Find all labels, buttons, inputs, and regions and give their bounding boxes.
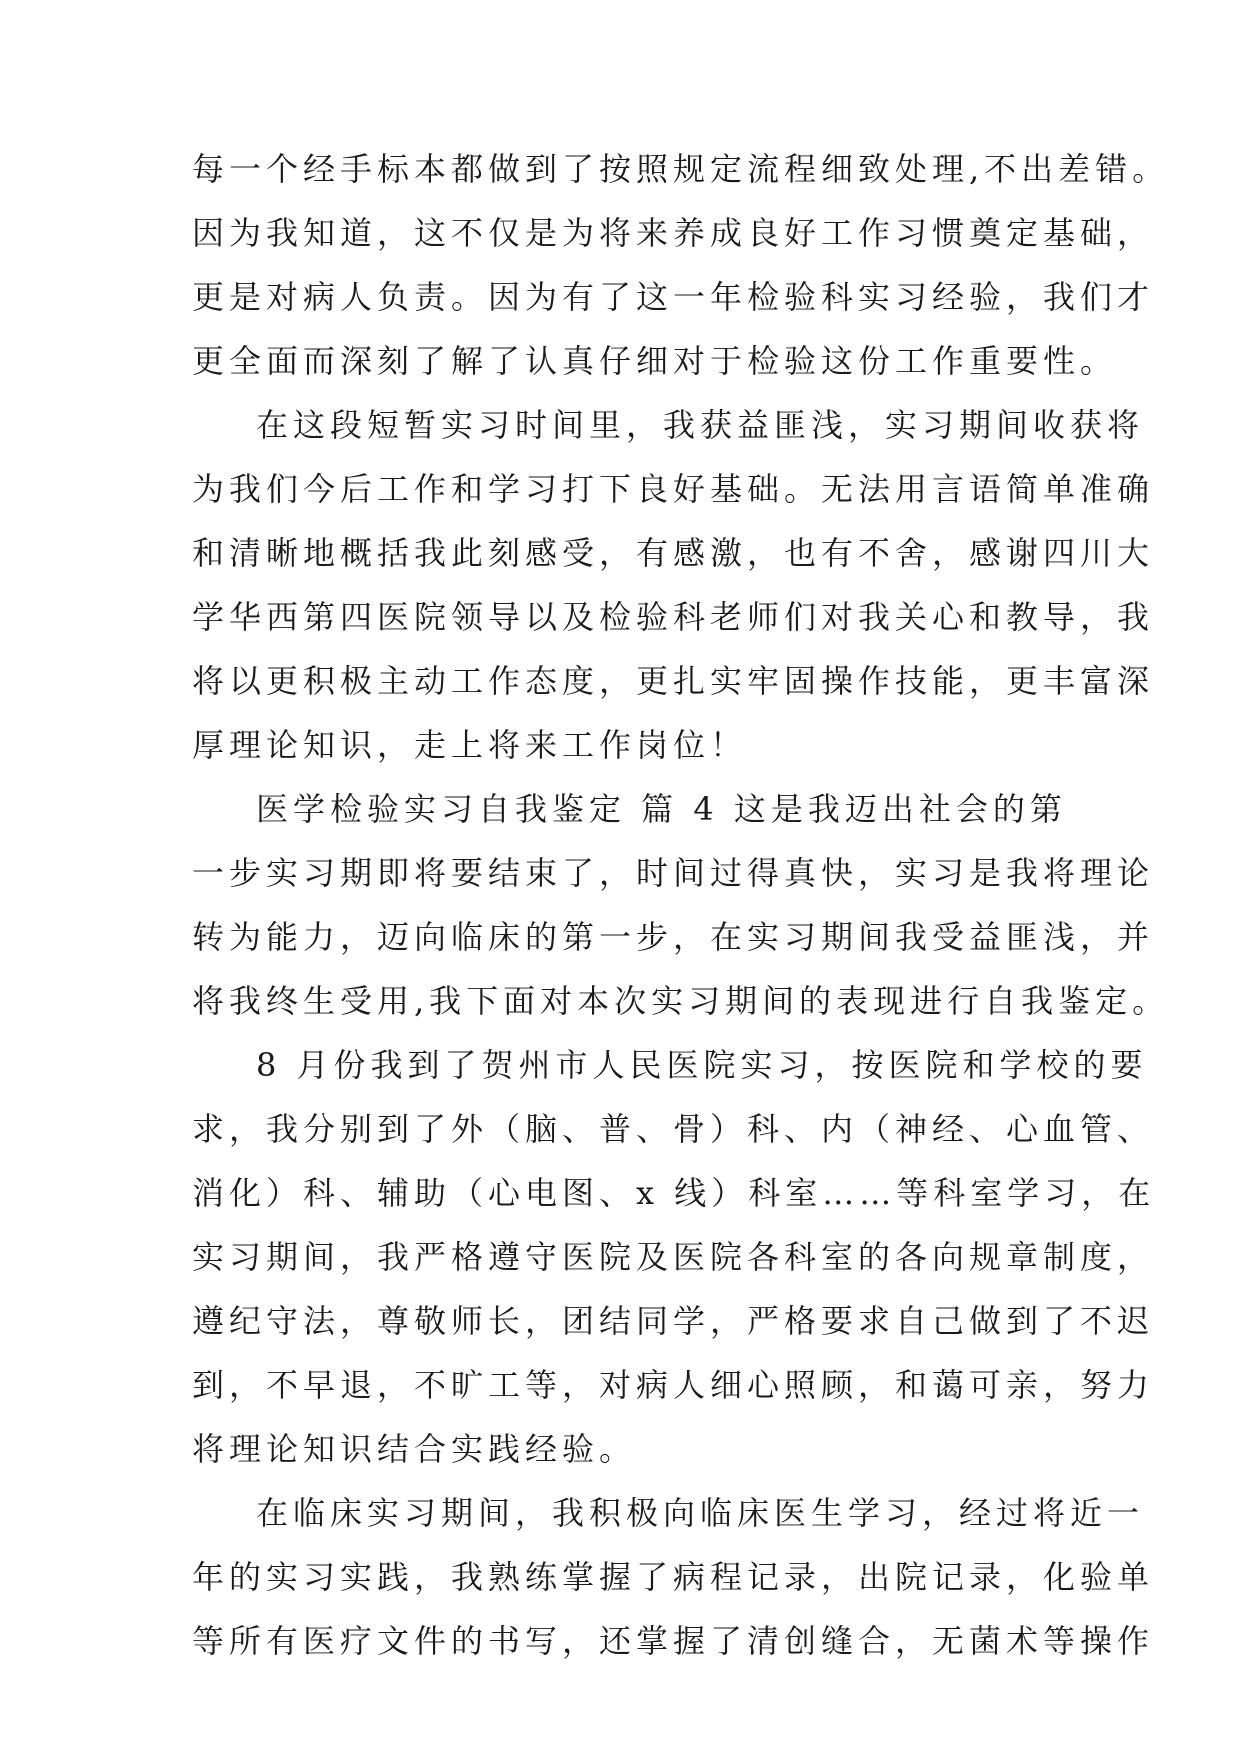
text-line: 学华西第四医院领导以及检验科老师们对我关心和教导，我 — [192, 598, 1155, 636]
text-line: 将我终生受用,我下面对本次实习期间的表现进行自我鉴定。 — [192, 982, 1170, 1020]
text-line: 求，我分别到了外（脑、普、骨）科、内（神经、心血管、 — [192, 1110, 1155, 1148]
text-line: 每一个经手标本都做到了按照规定流程细致处理,不出差错。 — [192, 150, 1170, 188]
text-line: 实习期间，我严格遵守医院及医院各科室的各向规章制度， — [192, 1238, 1155, 1276]
text-line: 消化）科、辅助（心电图、x 线）科室……等科室学习，在 — [192, 1174, 1156, 1212]
text-line: 等所有医疗文件的书写，还掌握了清创缝合，无菌术等操作 — [192, 1622, 1155, 1660]
text-line: 厚理论知识，走上将来工作岗位！ — [192, 726, 748, 764]
text-line: 更是对病人负责。因为有了这一年检验科实习经验，我们才 — [192, 278, 1155, 316]
text-line: 更全面而深刻了解了认真仔细对于检验这份工作重要性。 — [192, 342, 1118, 380]
text-line: 将理论知识结合实践经验。 — [192, 1430, 637, 1468]
text-line: 将以更积极主动工作态度，更扎实牢固操作技能，更丰富深 — [192, 662, 1155, 700]
paragraph-first-line: 在临床实习期间，我积极向临床医生学习，经过将近一 — [256, 1494, 1145, 1532]
text-line: 遵纪守法，尊敬师长，团结同学，严格要求自己做到了不迟 — [192, 1302, 1155, 1340]
text-line: 为我们今后工作和学习打下良好基础。无法用言语简单准确 — [192, 470, 1155, 508]
text-line: 年的实习实践，我熟练掌握了病程记录，出院记录，化验单 — [192, 1558, 1155, 1596]
text-line: 和清晰地概括我此刻感受，有感激，也有不舍，感谢四川大 — [192, 534, 1155, 572]
text-line: 转为能力，迈向临床的第一步，在实习期间我受益匪浅，并 — [192, 918, 1155, 956]
paragraph-first-line: 在这段短暂实习时间里，我获益匪浅，实习期间收获将 — [256, 406, 1145, 444]
text-line: 到，不早退，不旷工等，对病人细心照顾，和蔼可亲，努力 — [192, 1366, 1155, 1404]
text-line: 一步实习期即将要结束了，时间过得真快，实习是我将理论 — [192, 854, 1155, 892]
paragraph-first-line: 8 月份我到了贺州市人民医院实习，按医院和学校的要 — [256, 1046, 1148, 1084]
section-heading-line: 医学检验实习自我鉴定 篇 4 这是我迈出社会的第 — [256, 790, 1067, 828]
text-line: 因为我知道，这不仅是为将来养成良好工作习惯奠定基础， — [192, 214, 1155, 252]
